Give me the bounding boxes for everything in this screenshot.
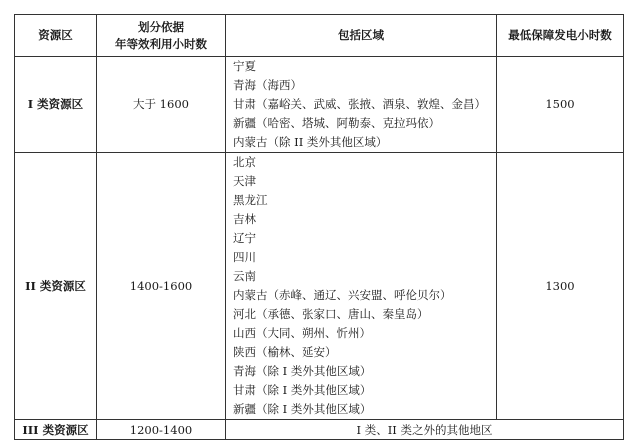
header-regions: 包括区域: [226, 15, 497, 57]
region-item: 内蒙古（赤峰、通辽、兴安盟、呼伦贝尔）: [233, 288, 452, 302]
region-item: 甘肃（除 I 类外其他区域）: [233, 383, 372, 397]
region-item: 青海（海西）: [233, 78, 302, 92]
zone-regions: [226, 153, 497, 420]
region-item: 北京: [233, 155, 256, 169]
header-basis-line1: 划分依据: [138, 19, 184, 34]
zone-basis: 1200-1400: [97, 420, 226, 440]
table-row: [15, 153, 624, 420]
header-resource-zone: 资源区: [15, 15, 97, 57]
header-basis: [97, 15, 226, 57]
zone-regions: [226, 57, 497, 153]
region-item: 山西（大同、朔州、忻州）: [233, 326, 371, 340]
region-item: 河北（承德、张家口、唐山、秦皇岛）: [233, 307, 429, 321]
table-row: [15, 420, 624, 440]
zone-basis: 1400-1600: [97, 153, 226, 420]
zone-class: I 类资源区: [15, 57, 97, 153]
region-item: 天津: [233, 174, 256, 188]
table-container: [14, 14, 624, 440]
zone-min-hours: 1500: [497, 57, 624, 153]
zone-min-hours: 1300: [497, 153, 624, 420]
region-item: 青海（除 I 类外其他区域）: [233, 364, 372, 378]
region-item: 四川: [233, 250, 256, 264]
zone-class: III 类资源区: [15, 420, 97, 440]
region-item: 黑龙江: [233, 193, 268, 207]
region-item: 吉林: [233, 212, 256, 226]
zone-regions-merged: I 类、II 类之外的其他地区: [226, 420, 624, 440]
region-item: 云南: [233, 269, 256, 283]
table-header-row: [15, 15, 624, 57]
region-item: 甘肃（嘉峪关、武威、张掖、酒泉、敦煌、金昌）: [233, 97, 486, 111]
region-item: 辽宁: [233, 231, 256, 245]
region-item: 新疆（除 I 类外其他区域）: [233, 402, 372, 416]
resource-zone-table: [14, 14, 624, 440]
region-item: 内蒙古（除 II 类外其他区域）: [233, 135, 388, 149]
header-min-hours: 最低保障发电小时数: [497, 15, 624, 57]
zone-basis: 大于 1600: [97, 57, 226, 153]
region-item: 陕西（榆林、延安）: [233, 345, 337, 359]
region-item: 宁夏: [233, 59, 256, 73]
header-basis-line2: 年等效利用小时数: [115, 36, 207, 51]
zone-class: II 类资源区: [15, 153, 97, 420]
table-row: [15, 57, 624, 153]
region-item: 新疆（哈密、塔城、阿勒泰、克拉玛依）: [233, 116, 440, 130]
